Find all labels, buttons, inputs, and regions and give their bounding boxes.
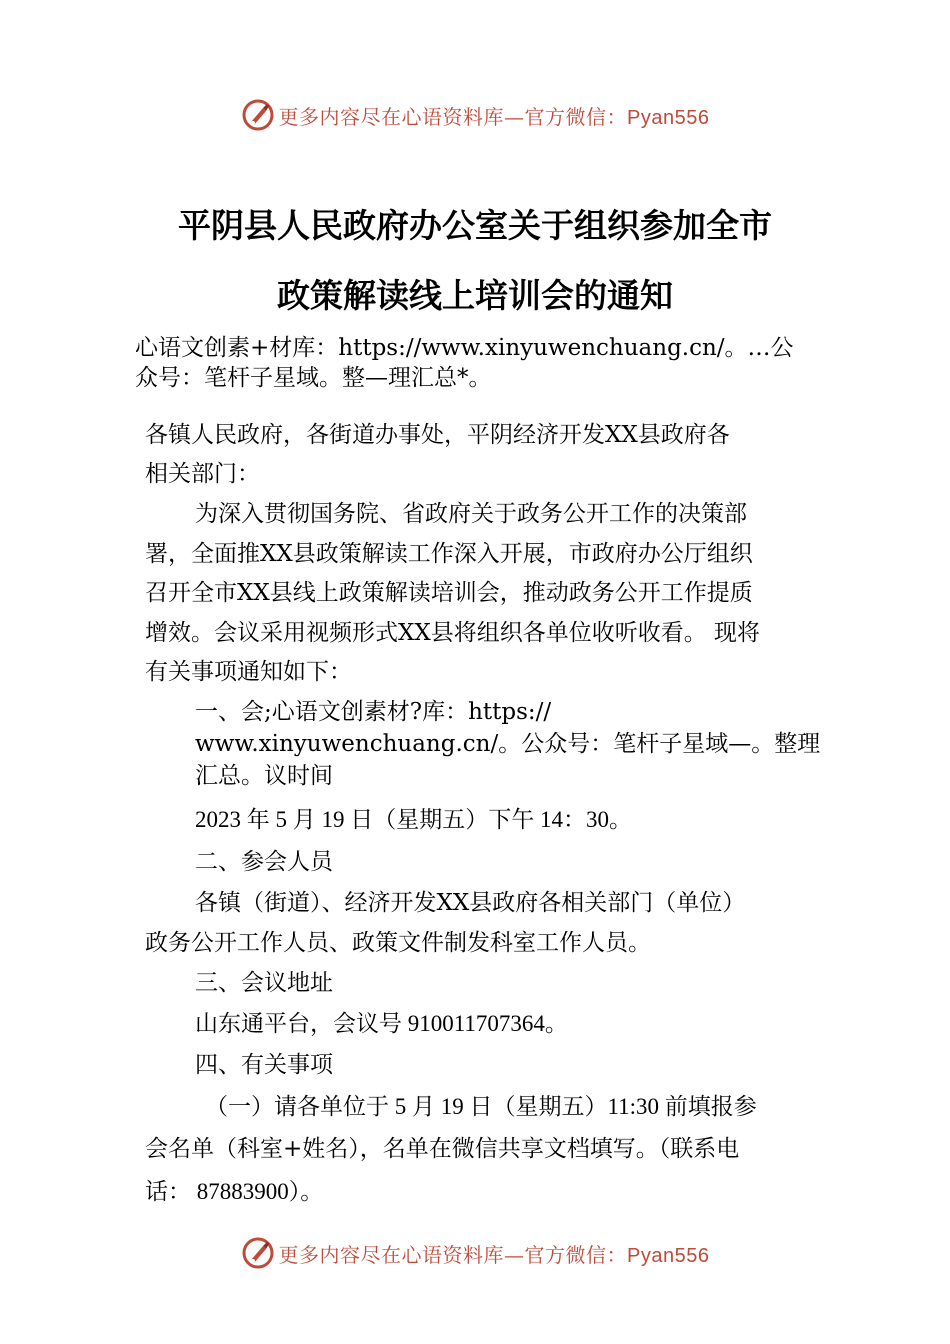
intro-line-5: 有关事项通知如下： [145,659,352,685]
section3-heading: 三、会议地址 [195,970,333,996]
section2-heading: 二、参会人员 [195,849,333,875]
salutation-line-1: 各镇人民政府，各街道办事处，平阴经济开发XX县政府各 [145,422,730,448]
section2-line-2: 政务公开工作人员、政策文件制发科室工作人员。 [145,930,651,956]
watermark-banner-bottom [0,1233,950,1273]
watermark-handle: Pyan556 [627,106,710,129]
intro-line-4: 增效。会议采用视频形式XX县将组织各单位收听收看。 现将 [145,620,761,646]
section4-line-2: 会名单（科室+姓名），名单在微信共享文档填写。（联系电 [145,1136,740,1162]
watermark-caption: 更多内容尽在心语资料库—官方微信： [278,1242,628,1267]
intro-line-2: 署，全面推XX县政策解读工作深入开展，市政府办公厅组织 [145,541,753,567]
section1-line-2: www.xinyuwenchuang.cn/。公众号：笔杆子星域—。整理 [195,731,821,757]
section4-line-1: （一）请各单位于 5 月 19 日（星期五）11:30 前填报参 [205,1094,757,1119]
watermark-banner-top [0,95,950,135]
fountain-pen-seal-icon [241,98,275,132]
watermark-caption: 更多内容尽在心语资料库—官方微信： [278,104,628,129]
meeting-address: 山东通平台，会议号 910011707364。 [195,1011,568,1036]
watermark-text [279,1239,710,1268]
intro-line-1: 为深入贯彻国务院、省政府关于政务公开工作的决策部 [195,501,747,527]
source-note-line-2: 众号：笔杆子星域。整—理汇总*。 [135,365,492,391]
section4-heading: 四、有关事项 [195,1052,333,1078]
intro-line-3: 召开全市XX县线上政策解读培训会，推动政务公开工作提质 [145,580,753,606]
section2-line-1: 各镇（街道）、经济开发XX县政府各相关部门（单位） [195,890,746,916]
watermark-text [279,101,710,130]
meeting-time: 2023 年 5 月 19 日（星期五）下午 14：30。 [195,807,632,832]
source-note-line-1: 心语文创素+材库：https://www.xinyuwenchuang.cn/。…公 [135,335,794,361]
watermark-handle: Pyan556 [627,1244,710,1267]
document-title-line-2: 政策解读线上培训会的通知 [277,276,673,315]
fountain-pen-seal-icon [241,1236,275,1270]
document-title-line-1: 平阴县人民政府办公室关于组织参加全市 [178,206,772,245]
section1-line-1: 一、会;心语文创素材?库：https:// [195,699,552,725]
salutation-line-2: 相关部门： [145,461,260,487]
section4-line-3: 话： 87883900）。 [145,1179,324,1204]
section1-line-3: 汇总。议时间 [195,763,333,789]
